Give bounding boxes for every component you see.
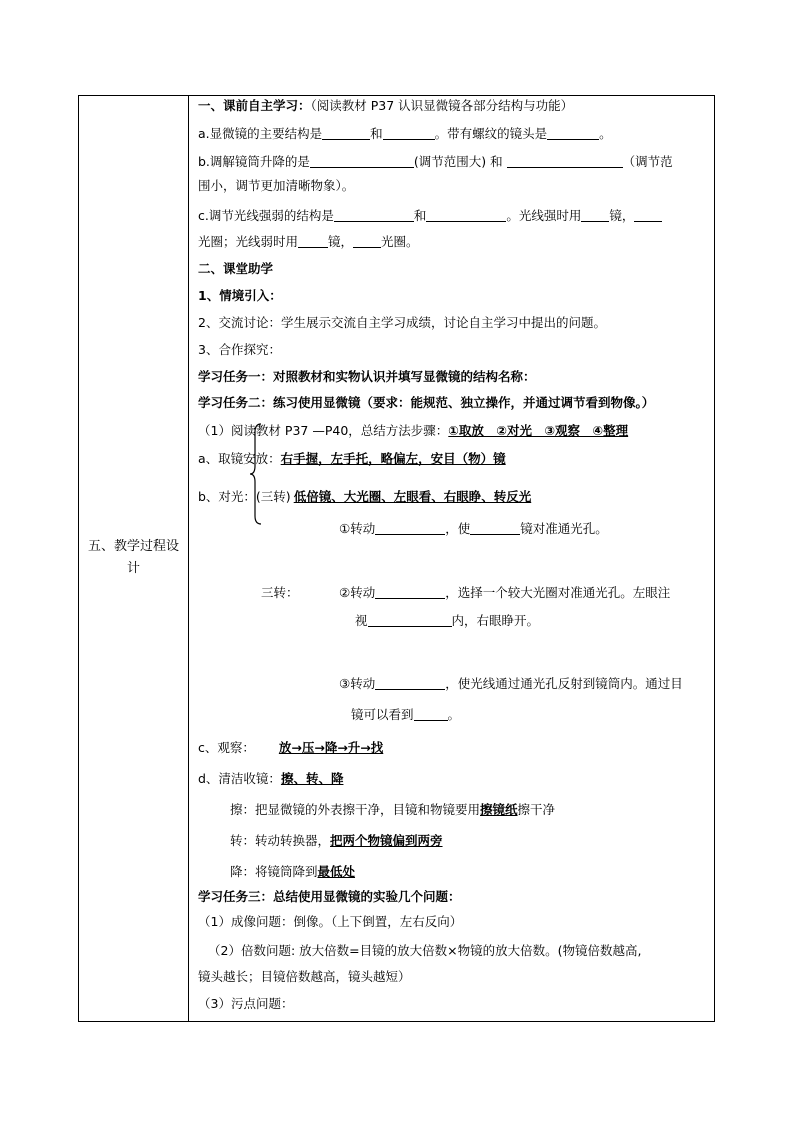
question-a-text-2: 和 xyxy=(370,126,383,141)
step-b-answer: 低倍镜、大光圈、左眼看、右眼睁、转反光 xyxy=(293,489,532,504)
question-b-text-2: (调节范围大) 和 xyxy=(413,154,503,169)
magnification-question-continued: 镜头越长；目镜倍数越高，镜头越短） xyxy=(198,969,411,984)
inquiry-item: 3、合作探究： xyxy=(198,342,281,357)
left-cell-line-2: 计 xyxy=(126,561,140,576)
blank-field[interactable] xyxy=(581,208,609,222)
wipe-item xyxy=(230,801,555,819)
section-1-title-line xyxy=(198,97,573,115)
blank-field[interactable] xyxy=(375,676,445,690)
question-b-continued: 围小，调节更加清晰物象）。 xyxy=(198,178,355,193)
turn-3-text-1: ③转动 xyxy=(339,676,376,691)
blank-field[interactable] xyxy=(353,234,381,248)
blank-field[interactable] xyxy=(383,126,435,140)
turn-3-text-3: 镜可以看到 xyxy=(351,707,414,722)
turn-3-text-2: ，使光线通过通光孔反射到镜筒内。通过目 xyxy=(445,676,683,691)
turn-item-answer: 把两个物镜偏到两旁 xyxy=(330,833,443,848)
lesson-table xyxy=(78,95,715,1022)
blank-field[interactable] xyxy=(375,521,445,535)
question-c-continued xyxy=(198,233,419,251)
step-a-answer: 右手握，左手托，略偏左，安目（物）镜 xyxy=(280,451,506,466)
question-a xyxy=(198,125,612,143)
question-a-text-1: a.显微镜的主要结构是 xyxy=(198,126,323,141)
step-d-label: d、清洁收镜： xyxy=(198,771,281,786)
question-a-text-3: 。带有螺纹的镜头是 xyxy=(434,126,548,141)
imaging-question: （1）成像问题：倒像。（上下倒置，左右反向） xyxy=(198,914,463,929)
wipe-item-text-2: 擦干净 xyxy=(517,802,556,817)
turn-item xyxy=(230,832,443,850)
lower-item xyxy=(230,863,355,881)
question-c-text-4: 镜， xyxy=(609,208,635,223)
step-a-label: a、取镜安放： xyxy=(198,451,281,466)
question-c-text-1: c.调节光线强弱的结构是 xyxy=(198,208,334,223)
turn-2-text-3: 视 xyxy=(355,613,368,628)
turn-3-text-4: 。 xyxy=(447,707,461,722)
left-cell-heading xyxy=(79,536,188,580)
blank-field[interactable] xyxy=(322,126,370,140)
blank-field[interactable] xyxy=(634,208,662,222)
task-1-title: 学习任务一：对照教材和实物认识并填写显微镜的结构名称： xyxy=(198,369,536,384)
turn-2 xyxy=(339,584,670,602)
step-summary-intro: （1）阅读教材 P37 —P40，总结方法步骤： xyxy=(198,423,449,438)
turn-1-text-2: ，使 xyxy=(445,521,471,536)
three-turns-label: 三转： xyxy=(261,585,299,600)
blank-field[interactable] xyxy=(375,585,445,599)
step-b xyxy=(198,488,531,506)
left-cell-line-1: 五、教学过程设 xyxy=(87,539,179,554)
step-a xyxy=(198,450,506,468)
blank-field[interactable] xyxy=(298,234,328,248)
question-c-text-3: 。光线强时用 xyxy=(506,208,582,223)
question-b-text-1: b.调解镜筒升降的是 xyxy=(198,154,310,169)
task-3-title: 学习任务三：总结使用显微镜的实验几个问题： xyxy=(198,889,461,904)
section-1-note: （阅读教材 P37 认识显微镜各部分结构与功能） xyxy=(310,98,574,113)
lower-item-text: 降：将镜筒降到 xyxy=(230,864,318,879)
turn-2-text-1: ②转动 xyxy=(339,585,376,600)
section-1-title: 一、课前自主学习： xyxy=(198,98,311,113)
wipe-item-answer: 擦镜纸 xyxy=(480,802,518,817)
lower-item-answer: 最低处 xyxy=(317,864,356,879)
blank-field[interactable] xyxy=(310,154,414,168)
blank-field[interactable] xyxy=(414,707,448,721)
step-c-label: c、观察： xyxy=(198,740,255,755)
spot-question: （3）污点问题： xyxy=(198,996,294,1011)
turn-3-continued xyxy=(351,706,460,724)
step-d-answer: 擦、转、降 xyxy=(280,771,344,786)
step-b-label: b、对光：(三转) xyxy=(198,489,291,504)
blank-field[interactable] xyxy=(470,521,520,535)
question-c-text-6: 镜， xyxy=(328,234,354,249)
step-summary-steps: ①取放 ②对光 ③观察 ④整理 xyxy=(448,423,629,438)
turn-3 xyxy=(339,675,683,693)
column-divider xyxy=(188,96,189,1021)
question-c-text-5: 光圈；光线弱时用 xyxy=(198,234,299,249)
question-b-text-3: （调节范 xyxy=(622,154,673,169)
section-2-title: 二、课堂助学 xyxy=(198,261,274,276)
curly-brace xyxy=(249,422,263,526)
turn-1-text-3: 镜对准通光孔。 xyxy=(520,521,608,536)
step-c-answer: 放→压→降→升→找 xyxy=(278,740,384,755)
intro-item: 1、情境引入： xyxy=(198,288,282,303)
question-c-text-7: 光圈。 xyxy=(381,234,419,249)
step-d xyxy=(198,770,343,788)
blank-field[interactable] xyxy=(334,208,414,222)
turn-1-text-1: ①转动 xyxy=(339,521,376,536)
blank-field[interactable] xyxy=(547,126,599,140)
magnification-question: （2）倍数问题: 放大倍数=目镜的放大倍数×物镜的放大倍数。(物镜倍数越高, xyxy=(208,943,642,958)
turn-1 xyxy=(339,520,608,538)
question-a-text-4: 。 xyxy=(599,126,612,141)
blank-field[interactable] xyxy=(507,154,623,168)
step-c xyxy=(198,739,383,757)
blank-field[interactable] xyxy=(368,613,452,627)
turn-item-text: 转：转动转换器， xyxy=(230,833,331,848)
wipe-item-text-1: 擦：把显微镜的外表擦干净，目镜和物镜要用 xyxy=(230,802,481,817)
turn-2-text-2: ，选择一个较大光圈对准通光孔。左眼注 xyxy=(445,585,671,600)
turn-2-text-4: 内，右眼睁开。 xyxy=(451,613,540,628)
blank-field[interactable] xyxy=(426,208,506,222)
question-c-text-2: 和 xyxy=(413,208,427,223)
question-c xyxy=(198,207,662,225)
task-2-title: 学习任务二：练习使用显微镜（要求：能规范、独立操作，并通过调节看到物像。） xyxy=(198,395,655,410)
turn-2-continued xyxy=(355,612,539,630)
question-b xyxy=(198,153,673,171)
discussion-item: 2、交流讨论：学生展示交流自主学习成绩，讨论自主学习中提出的问题。 xyxy=(198,315,606,330)
